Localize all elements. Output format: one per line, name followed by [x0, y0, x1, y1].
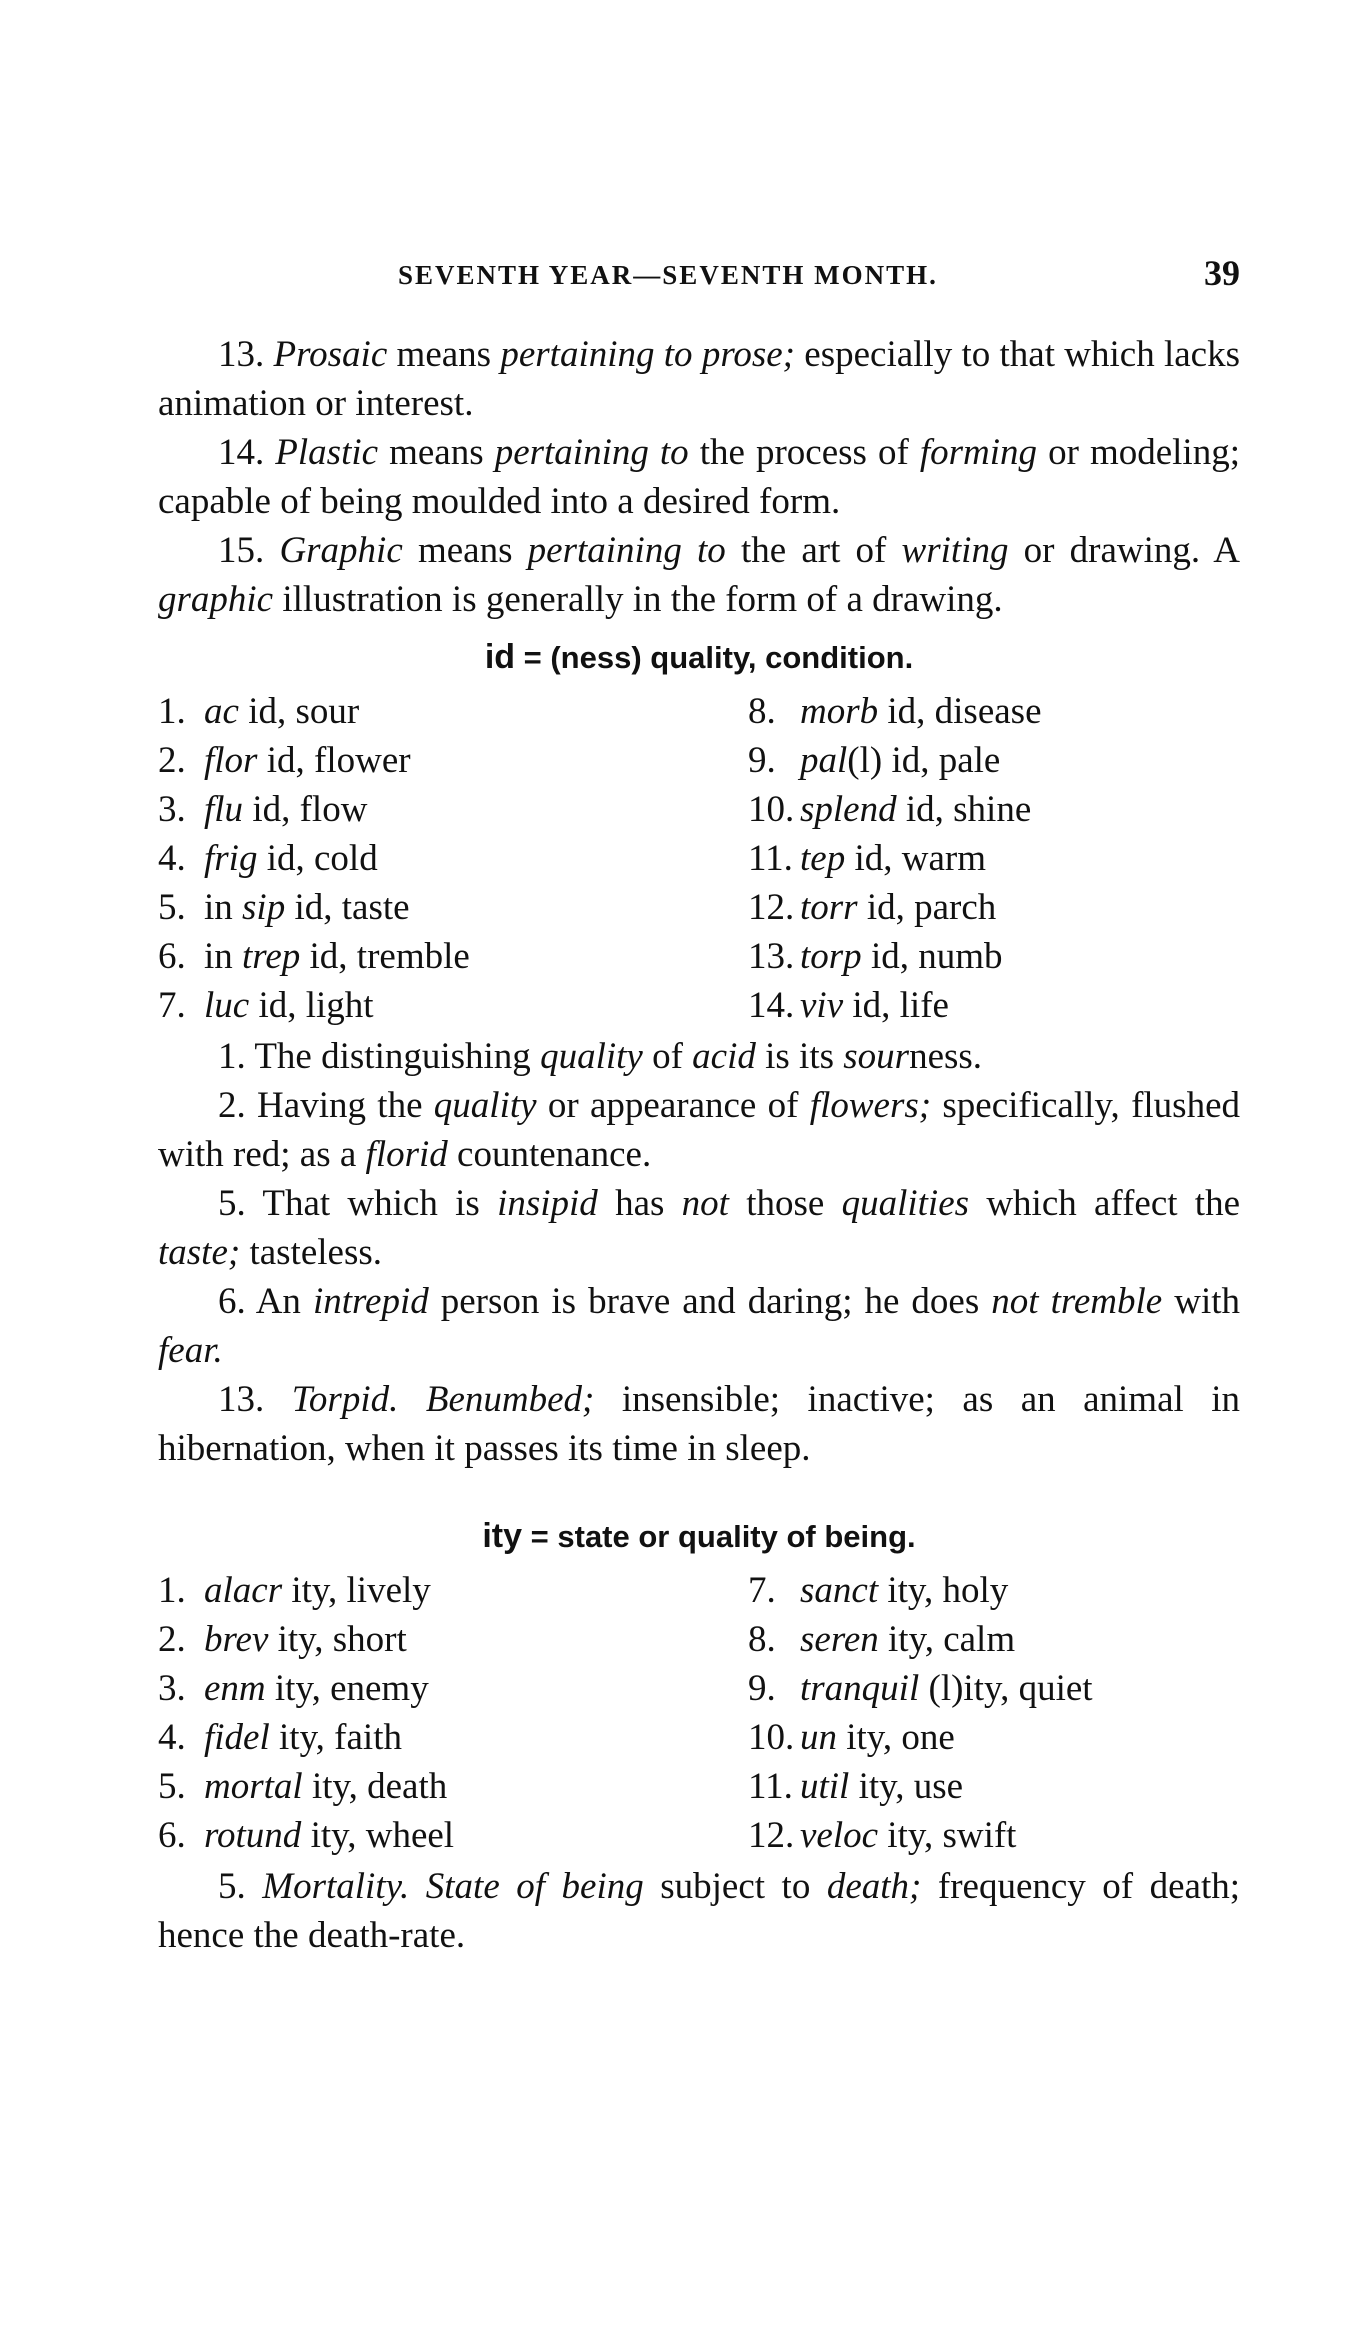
list-item: 5. mortal ity, death	[158, 1766, 448, 1807]
paragraph-graphic: 15. Graphic means pertaining to the art of writing or drawing. A graphic illustration is generally in the form of a drawing.	[158, 530, 1240, 620]
list-item: 13. torp id, numb	[748, 936, 1003, 977]
list-item: 2. flor id, flower	[158, 740, 411, 781]
paragraph-plastic: 14. Plastic means pertaining to the process of forming or modeling; capable of being moulded into a desired form.	[158, 432, 1240, 522]
section-spacer	[158, 1473, 1240, 1503]
section-heading-id: id = (ness) quality, condition.	[484, 638, 914, 676]
note-insipid: 5. That which is insipid has not those qualities which affect the taste; tasteless.	[158, 1183, 1240, 1273]
word-list-ity	[158, 1566, 1240, 1860]
word-column-left	[158, 1566, 748, 1860]
list-item: 9. pal(l) id, pale	[748, 740, 1001, 781]
list-item: 8. seren ity, calm	[748, 1619, 1016, 1660]
note-mortality: 5. Mortality. State of being subject to death; frequency of death; hence the death-rate.	[158, 1866, 1241, 1956]
word-column-right	[748, 687, 1240, 1030]
running-title: SEVENTH YEAR—SEVENTH MONTH.	[398, 260, 938, 290]
list-item: 12. torr id, parch	[748, 887, 997, 928]
word-list-id	[158, 687, 1240, 1030]
note-torpid: 13. Torpid. Benumbed; insensible; inactive; as an animal in hibernation, when it passes its time in sleep.	[158, 1379, 1241, 1469]
list-item: 11. tep id, warm	[748, 838, 986, 879]
list-item: 4. fidel ity, faith	[158, 1717, 402, 1758]
section-heading-ity: ity = state or quality of being.	[482, 1517, 916, 1555]
paragraph-prosaic: 13. Prosaic means pertaining to prose; especially to that which lacks animation or interest.	[158, 334, 1241, 424]
list-item: 7. sanct ity, holy	[748, 1570, 1009, 1611]
note-intrepid: 6. An intrepid person is brave and daring; he does not tremble with fear.	[158, 1281, 1241, 1371]
note-acid: 1. The distinguishing quality of acid is its sourness.	[218, 1036, 983, 1077]
list-item: 4. frig id, cold	[158, 838, 378, 879]
word-column-left	[158, 687, 748, 1030]
list-item: 8. morb id, disease	[748, 691, 1042, 732]
list-item: 5. in sip id, taste	[158, 887, 410, 928]
list-item: 10. splend id, shine	[748, 789, 1032, 830]
list-item: 3. enm ity, enemy	[158, 1668, 429, 1709]
note-florid: 2. Having the quality or appearance of flowers; specifically, flushed with red; as a florid countenance.	[158, 1085, 1240, 1175]
list-item: 11. util ity, use	[748, 1766, 964, 1807]
list-item: 7. luc id, light	[158, 985, 374, 1026]
list-item: 6. in trep id, tremble	[158, 936, 470, 977]
list-item: 9. tranquil (l)ity, quiet	[748, 1668, 1093, 1709]
running-head	[158, 250, 1240, 294]
list-item: 6. rotund ity, wheel	[158, 1815, 455, 1856]
word-column-right	[748, 1566, 1240, 1860]
list-item: 2. brev ity, short	[158, 1619, 407, 1660]
list-item: 12. veloc ity, swift	[748, 1815, 1017, 1856]
list-item: 1. ac id, sour	[158, 691, 360, 732]
list-item: 14. viv id, life	[748, 985, 949, 1026]
book-page	[158, 250, 1240, 1960]
list-item: 10. un ity, one	[748, 1717, 955, 1758]
list-item: 1. alacr ity, lively	[158, 1570, 431, 1611]
page-number: 39	[1204, 253, 1240, 293]
list-item: 3. flu id, flow	[158, 789, 368, 830]
